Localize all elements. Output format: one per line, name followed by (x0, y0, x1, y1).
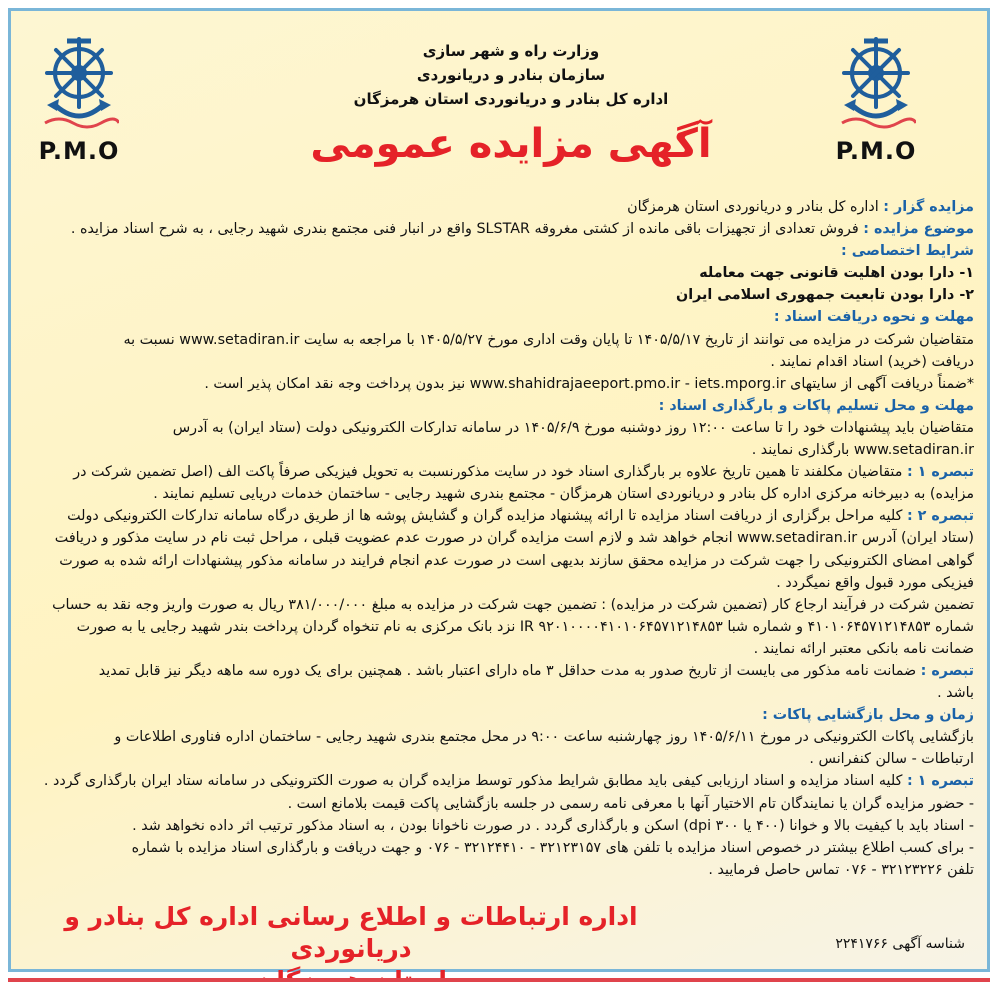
guarantee-text: تضمین شرکت در فرآیند ارجاع کار (تضمین شرکت در مزایده) : تضمین جهت شرکت در مزایده به مبلغ ۳۸۱/۰۰۰/۰۰۰ ریال به صورت واریز وجه نقد به حساب (52, 596, 974, 613)
note-4-text: - اسناد باید با کیفیت بالا و خوانا (۴۰۰ یا ۳۰۰ dpi) اسکن و بارگذاری گردد . در صورت ناخوانا بودن ، به اسناد مذکور ترتیب اثر داده نخواهد شد . (132, 817, 974, 834)
condition-item: ۲- دارا بودن تابعیت جمهوری اسلامی ایران (676, 287, 974, 304)
note-4-text: - حضور مزایده گران یا نمایندگان تام الاختیار آنها با معرفی نامه رسمی در جلسه بازگشایی پاکت قیمت بلامانع است . (287, 795, 974, 812)
submission-text: متقاضیان باید پیشنهادات خود را تا ساعت ۱۲:۰۰ روز دوشنبه مورخ ۱۴۰۵/۶/۹ در سامانه تدارکات الکترونیکی دولت (ستاد ایران) به آدرس (172, 419, 974, 436)
guarantee-text: ضمانت نامه بانکی معتبر ارائه نمایند . (753, 640, 974, 657)
opening-text: بازگشایی پاکات الکترونیکی در مورخ ۱۴۰۵/۶/۱۱ روز چهارشنبه ساعت ۹:۰۰ در محل مجتمع بندری شهید رجایی - ساختمان اداره فناوری اطلاعات و (114, 729, 974, 746)
submission-text: www.setadiran.ir بارگذاری نمایند . (751, 442, 974, 459)
pmo-text: P.M.O (38, 137, 120, 165)
anchor-helm-emblem-icon (836, 31, 916, 131)
note-2-text: (ستاد ایران) آدرس www.setadiran.ir انجام خواهد شد و لازم است مزایده گران در صورت عدم عضویت قبلی ، مراحل ثبت نام در سایت مذکور و دریافت (54, 530, 974, 547)
pmo-logo-right (826, 31, 926, 165)
auction-notice (8, 8, 990, 972)
ad-id: شناسه آگهی ۲۲۴۱۷۶۶ (835, 936, 965, 952)
note-4-text: تلفن ۳۲۱۲۳۲۲۶ - ۰۷۶ تماس حاصل فرمایید . (708, 861, 974, 878)
note-4: تبصره ۱ : کلیه اسناد مزایده و اسناد ارزیابی کیفی باید مطابق شرایط مذکور توسط مزایده گران به صورت الکترونیکی در سامانه ستاد ایران بارگذاری گردد . (43, 773, 974, 790)
pmo-logo-left (29, 31, 129, 165)
anchor-helm-emblem-icon (39, 31, 119, 131)
pmo-text: P.M.O (835, 137, 917, 165)
subject-line: موضوع مزایده : فروش تعدادی از تجهیزات باقی مانده از کشتی مغروقه SLSTAR واقع در انبار فنی مجتمع بندری شهید رجایی ، به شرح اسناد مزایده . (70, 221, 974, 238)
note-1: تبصره ۱ : متقاضیان مکلفند تا همین تاریخ علاوه بر بارگذاری اسناد خود در سایت مذکورنسبت به تحویل فیزیکی صرفاً پاکت الف (اصل تضمین شرکت در (73, 464, 974, 481)
submission-heading: مهلت و محل تسلیم پاکات و بارگذاری اسناد : (658, 397, 974, 414)
documents-deadline-text: دریافت (خرید) اسناد اقدام نمایند . (770, 353, 974, 370)
ministry-name: وزارت راه و شهر سازی (422, 42, 600, 60)
footer-org-line: اداره ارتباطات و اطلاع رسانی اداره کل بنادر و دریانوردی (64, 902, 638, 963)
note-2-text: فیزیکی مورد قبول واقع نمیگردد . (776, 574, 974, 591)
note-1-text: مزایده) به دبیرخانه مرکزی اداره کل بنادر و دریانوردی استان هرمزگان - مجتمع بندری شهید رجایی - ساختمان خدمات دریایی تسلیم نمایند . (153, 486, 974, 503)
documents-deadline-text: متقاضیان شرکت در مزایده می توانند از تاریخ ۱۴۰۵/۵/۱۷ تا پایان وقت اداری مورخ ۱۴۰۵/۵/۲۷ با مراجعه به سایت www.setadiran.ir نسبت به (123, 331, 974, 348)
conditions-heading: شرایط اختصاصی : (841, 243, 974, 260)
organization-name: سازمان بنادر و دریانوردی (416, 66, 606, 84)
note-3-text: باشد . (937, 685, 974, 702)
guarantee-text: شماره ۴۱۰۱۰۶۴۵۷۱۲۱۴۸۵۳ و شماره شبا IR ۹۲۰۱۰۰۰۰۴۱۰۱۰۶۴۵۷۱۲۱۴۸۵۳ نزد بانک مرکزی به نام تنخواه گردان پرداخت بندر شهید رجایی یا به صورت (76, 618, 974, 635)
note-3: تبصره : ضمانت نامه مذکور می بایست از تاریخ صدور به مدت حداقل ۳ ماه دارای اعتبار باشد . همچنین برای یک دوره سه ماهه دیگر نیز قابل تمدید (98, 662, 974, 679)
opening-text: ارتباطات - سالن کنفرانس . (809, 751, 974, 768)
condition-item: ۱- دارا بودن اهلیت قانونی جهت معامله (699, 265, 974, 282)
documents-deadline-heading: مهلت و نحوه دریافت اسناد : (773, 309, 974, 326)
opening-heading: زمان و محل بازگشایی پاکات : (762, 707, 974, 724)
office-name: اداره کل بنادر و دریانوردی استان هرمزگان (353, 90, 669, 108)
notice-body (29, 196, 974, 881)
auctioneer-line: مزایده گزار : اداره کل بنادر و دریانوردی استان هرمزگان (627, 199, 974, 215)
notice-title: آگهی مزایده عمومی (310, 121, 712, 167)
bottom-divider (8, 978, 990, 997)
notice-header (261, 39, 761, 169)
note-4-text: - برای کسب اطلاع بیشتر در خصوص اسناد مزایده با تلفن های ۳۲۱۲۳۱۵۷ - ۳۲۱۲۴۴۱۰ - ۰۷۶ و جهت دریافت و بارگذاری اسناد مزایده با شماره (131, 839, 974, 856)
note-2: تبصره ۲ : کلیه مراحل برگزاری از دریافت اسناد مزایده تا ارائه پیشنهاد مزایده گران و گشایش پوشه ها از طریق درگاه سامانه تدارکات الکترونیکی دولت (67, 508, 974, 525)
note-2-text: گواهی امضای الکترونیکی را جهت شرکت در مزایده محقق سازند بدیهی است در صورت عدم انجام فرایند در سامانه مذکور پیشنهادات ارائه شده به صورت (59, 552, 974, 569)
documents-deadline-text: *ضمناً دریافت آگهی از سایتهای www.shahidrajaeeport.pmo.ir - iets.mporg.ir نیز بدون پرداخت وجه نقد امکان پذیر است . (204, 375, 974, 392)
